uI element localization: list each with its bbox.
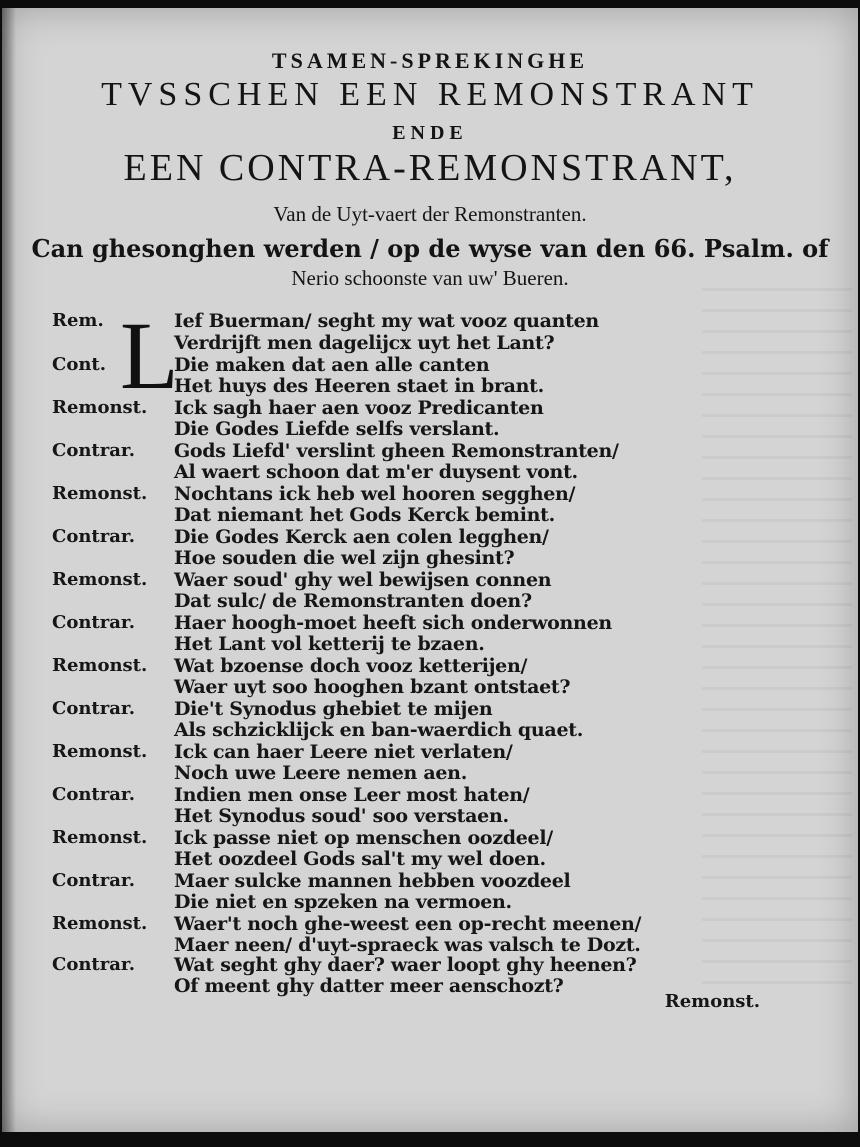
- verse-line: Maer sulcke mannen hebben voozdeel: [174, 870, 571, 892]
- verse-line: Waer soud' ghy wel bewijsen connen: [174, 569, 552, 591]
- speaker-label: Contrar.: [52, 870, 135, 891]
- title-line-4: EEN CONTRA-REMONSTRANT,: [123, 147, 737, 189]
- verse-line: Gods Liefd' verslint gheen Remonstranten/: [174, 440, 619, 462]
- speaker-label: Remonst.: [52, 483, 148, 504]
- verse-line: Wat bzoense doch vooz ketterijen/: [174, 655, 528, 677]
- speaker-label: Remonst.: [52, 655, 148, 676]
- verse-line: Haer hoogh-moet heeft sich onderwonnen: [174, 612, 612, 634]
- verse-line: Nochtans ick heb wel hooren segghen/: [174, 483, 576, 505]
- verse-line: Dat sulc/ de Remonstranten doen?: [174, 590, 532, 612]
- verse-line: Die't Synodus ghebiet te mijen: [174, 698, 493, 720]
- verse-line: Waer't noch ghe-weest een op-recht meenen/: [174, 913, 642, 935]
- verse-line: Ick passe niet op menschen oozdeel/: [174, 827, 553, 849]
- verse-line: Indien men onse Leer most haten/: [174, 784, 530, 806]
- verse-line: Verdrijft men dagelijcx uyt het Lant?: [174, 332, 555, 354]
- speaker-label: Contrar.: [52, 698, 135, 719]
- verse-line: Het Synodus soud' soo verstaen.: [174, 805, 509, 827]
- speaker-label: Remonst.: [52, 827, 148, 848]
- speaker-label: Cont.: [52, 354, 106, 375]
- verse-line: Dat niemant het Gods Kerck bemint.: [174, 504, 555, 526]
- speaker-label: Contrar.: [52, 526, 135, 547]
- verse-line: Of meent ghy datter meer aenschozt?: [174, 975, 564, 997]
- verse-line: Wat seght ghy daer? waer loopt ghy heenen?: [174, 954, 637, 976]
- book-page: [2, 8, 858, 1132]
- verse-line: Ief Buerman/ seght my wat vooz quanten: [174, 310, 599, 332]
- title-line-2: TVSSCHEN EEN REMONSTRANT: [101, 76, 759, 113]
- speaker-label: Remonst.: [52, 741, 148, 762]
- verse-line: Ick can haer Leere niet verlaten/: [174, 741, 513, 763]
- melody-note-2: Nerio schoonste van uw' Bueren.: [291, 266, 569, 290]
- title-line-3: ENDE: [392, 122, 468, 144]
- verse-line: Waer uyt soo hooghen bzant ontstaet?: [174, 676, 571, 698]
- verse-line: Ick sagh haer aen vooz Predicanten: [174, 397, 544, 419]
- verse-line: Die Godes Liefde selfs verslant.: [174, 418, 500, 440]
- speaker-label: Contrar.: [52, 784, 135, 805]
- speaker-label: Contrar.: [52, 954, 135, 975]
- drop-cap: L: [120, 302, 179, 409]
- subtitle: Van de Uyt-vaert der Remonstranten.: [273, 202, 587, 226]
- speaker-label: Contrar.: [52, 612, 135, 633]
- speaker-label: Remonst.: [52, 569, 148, 590]
- verse-line: Het oozdeel Gods sal't my wel doen.: [174, 848, 546, 870]
- title-line-1: TSAMEN-SPREKINGHE: [271, 48, 589, 73]
- verse-line: Die niet en spzeken na vermoen.: [174, 891, 512, 913]
- speaker-label: Remonst.: [52, 913, 148, 934]
- verse-line: Het Lant vol ketterij te bzaen.: [174, 633, 485, 655]
- catchword: Remonst.: [664, 991, 760, 1012]
- melody-note: Can ghesonghen werden / op de wyse van den 66. Psalm. of: [31, 234, 829, 263]
- verse-line: Al waert schoon dat m'er duysent vont.: [174, 461, 578, 483]
- verse-line: Die Godes Kerck aen colen legghen/: [174, 526, 549, 548]
- verse-line: Hoe souden die wel zijn ghesint?: [174, 547, 515, 569]
- verse-line: Die maken dat aen alle canten: [174, 354, 490, 376]
- verse-line: Als schzicklijck en ban-waerdich quaet.: [174, 719, 584, 741]
- show-through-text: [702, 288, 852, 988]
- verse-line: Maer neen/ d'uyt-spraeck was valsch te Dozt.: [174, 934, 641, 956]
- verse-line: Het huys des Heeren staet in brant.: [174, 375, 544, 397]
- speaker-label: Rem.: [52, 310, 104, 331]
- speaker-label: Remonst.: [52, 397, 148, 418]
- verse-line: Noch uwe Leere nemen aen.: [174, 762, 468, 784]
- speaker-label: Contrar.: [52, 440, 135, 461]
